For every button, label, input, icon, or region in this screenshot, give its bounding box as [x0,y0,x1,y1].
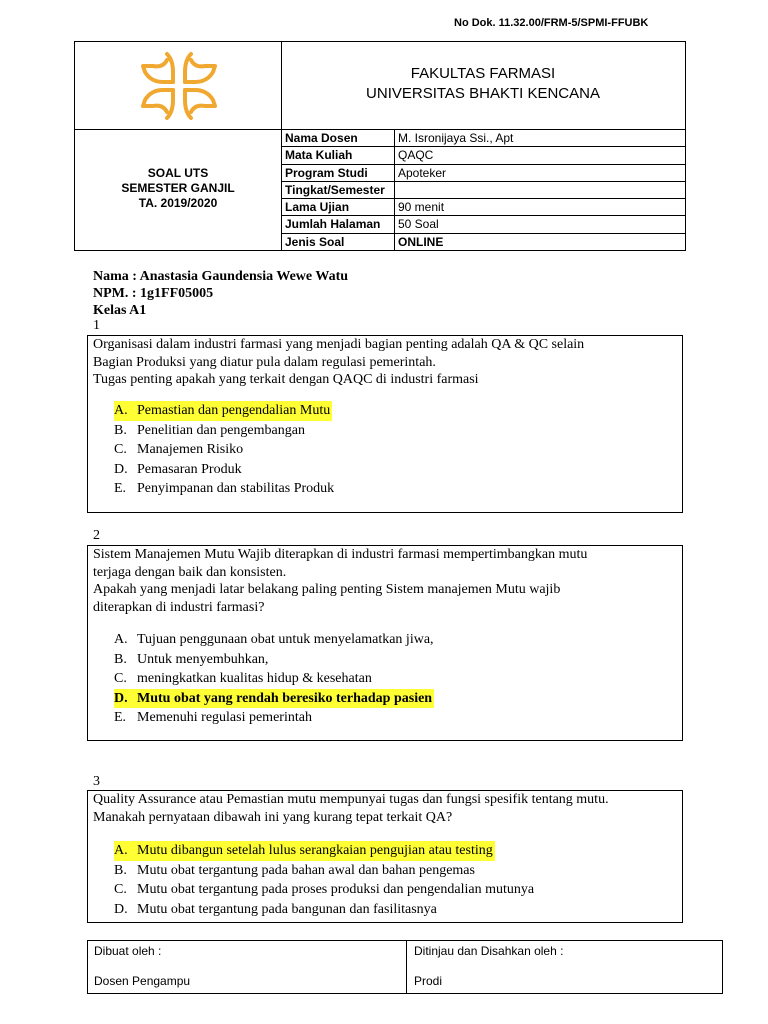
option-text: Penelitian dan pengembangan [137,422,305,438]
answer-option [114,880,536,900]
option-label: D. [114,461,128,477]
option-label: B. [114,651,127,667]
signature-table [87,940,723,994]
question-line: Manakah pernyataan dibawah ini yang kurang tepat terkait QA? [93,809,453,825]
option-text: Mutu obat tergantung pada proses produksi dan pengendalian mutunya [137,882,535,897]
meta-key: Nama Dosen [282,130,395,146]
option-label: C. [114,442,127,457]
answer-option [114,401,336,421]
meta-row [282,130,685,147]
answer-option [114,440,336,460]
meta-row [282,199,685,216]
option-text: Tujuan penggunaan obat untuk menyelamatkan jiwa, [137,632,434,647]
meta-value: ONLINE [398,234,444,249]
header-table [74,41,686,251]
exam-title [75,166,281,211]
answer-option [114,479,336,499]
answer-options [114,630,436,728]
question-box [87,790,683,923]
option-text: Mutu dibangun setelah lulus serangkaian pengujian atau testing [135,841,495,861]
meta-row [282,165,685,182]
answer-option [114,669,436,689]
meta-key: Jumlah Halaman [282,216,395,232]
answer-option [114,421,336,441]
question-box [87,545,683,741]
student-class: Kelas A1 [93,303,147,318]
reviewed-by-label: Ditinjau dan Disahkan oleh : [414,944,564,958]
meta-value: QAQC [398,148,434,163]
option-label: A. [114,841,135,861]
question-number: 2 [93,528,100,543]
meta-key: Lama Ujian [282,199,395,215]
meta-row [282,147,685,164]
question-text [93,791,678,826]
option-label: E. [114,710,127,725]
option-text: Pemasaran Produk [137,461,242,477]
reviewed-by-cell [414,941,714,993]
question-line: terjaga dengan baik dan konsisten. [93,564,287,580]
student-info [93,268,348,319]
prodi-label: Prodi [414,974,443,988]
meta-key: Jenis Soal [282,234,395,251]
faculty-name: FAKULTAS FARMASI [410,65,556,82]
option-text: Memenuhi regulasi pemerintah [137,710,312,725]
question-line: Apakah yang menjadi latar belakang paling penting Sistem manajemen Mutu wajib [93,582,561,597]
question-number: 1 [93,318,100,333]
university-logo-icon [133,50,225,122]
exam-title-line: SOAL UTS [147,166,209,180]
exam-title-line: TA. 2019/2020 [138,196,218,210]
meta-key: Program Studi [282,165,395,181]
answer-option [114,861,536,881]
answer-option [114,708,436,728]
option-text: Pemastian dan pengendalian Mutu [135,401,332,421]
answer-option [114,689,436,709]
option-label: E. [114,481,127,496]
university-name: UNIVERSITAS BHAKTI KENCANA [366,85,600,102]
question-line: Bagian Produksi yang diatur pula dalam regulasi pemerintah. [93,354,436,370]
meta-value: 50 Soal [398,217,439,232]
option-text: Untuk menyembuhkan, [137,651,269,667]
document-number: No Dok. 11.32.00/FRM-5/SPMI-FFUBK [454,17,649,29]
answer-option [114,841,536,861]
meta-row [282,234,685,251]
question-line: diterapkan di industri farmasi? [93,599,265,615]
question-line: Sistem Manajemen Mutu Wajib diterapkan di industri farmasi mempertimbangkan mutu [93,547,588,562]
option-label: B. [114,422,127,438]
option-label: D. [114,901,128,917]
answer-option [114,650,436,670]
answer-options [114,401,336,499]
meta-value: 90 menit [398,200,445,215]
answer-option [114,900,536,920]
meta-key: Tingkat/Semester [282,182,395,198]
option-label: A. [114,632,128,647]
question-number: 3 [93,774,100,789]
option-label: A. [114,401,135,421]
student-name: Nama : Anastasia Gaundensia Wewe Watu [93,269,349,284]
lecturer-label: Dosen Pengampu [94,974,191,988]
option-label: C. [114,882,127,897]
option-text: Mutu obat tergantung pada bahan awal dan bahan pengemas [137,862,475,878]
made-by-label: Dibuat oleh : [94,944,162,958]
meta-row [282,216,685,233]
question-line: Tugas penting apakah yang terkait dengan QAQC di industri farmasi [93,372,479,387]
question-box [87,335,683,513]
meta-value: Apoteker [398,165,447,180]
answer-option [114,630,436,650]
option-label: B. [114,862,127,878]
question-line: Quality Assurance atau Pemastian mutu mempunyai tugas dan fungsi spesifik tentang mutu. [93,792,609,807]
exam-meta-table [282,130,685,251]
option-label: C. [114,671,127,686]
option-text: Manajemen Risiko [137,442,244,457]
option-text: Mutu obat tergantung pada bangunan dan fasilitasnya [137,901,437,917]
question-text [93,336,678,389]
option-label: D. [114,689,135,709]
answer-option [114,460,336,480]
option-text: Penyimpanan dan stabilitas Produk [137,481,335,496]
answer-options [114,841,536,919]
option-text: Mutu obat yang rendah beresiko terhadap pasien [135,689,434,709]
faculty-title [281,64,685,104]
made-by-cell [94,941,394,993]
student-npm: NPM. : 1g1FF05005 [93,286,214,301]
meta-value [395,182,685,198]
question-text [93,546,678,616]
meta-value: M. Isronijaya Ssi., Apt [398,131,514,145]
option-text: meningkatkan kualitas hidup & kesehatan [137,671,372,686]
exam-title-line: SEMESTER GANJIL [121,181,235,195]
meta-key: Mata Kuliah [282,147,395,163]
meta-row [282,182,685,199]
question-line: Organisasi dalam industri farmasi yang menjadi bagian penting adalah QA & QC selain [93,337,585,352]
